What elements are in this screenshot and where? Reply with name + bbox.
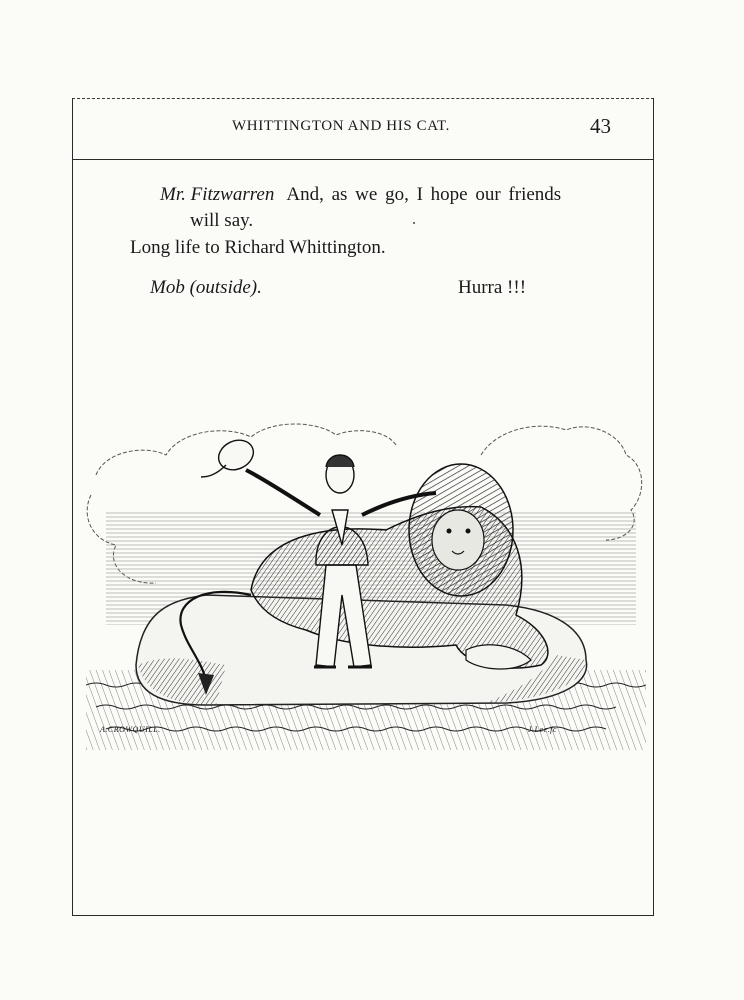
- dialogue-line-3: Long life to Richard Whittington.: [130, 237, 386, 258]
- speech-text: And, as we go, I hope our friends: [286, 184, 562, 205]
- dialogue-line-1: [160, 184, 561, 206]
- ink-speck: [413, 222, 415, 224]
- engraver-signature: J.Lee.fc: [528, 725, 557, 734]
- dialogue-line-2: will say.: [190, 210, 254, 231]
- speaker-name: Mr. Fitzwarren: [160, 184, 275, 205]
- lion-face: [432, 510, 484, 570]
- header-rule: [72, 159, 654, 160]
- running-head: WHITTINGTON AND HIS CAT.: [232, 118, 450, 134]
- artist-signature: A.CROWQUILL.: [100, 725, 161, 734]
- page-number: 43: [590, 114, 611, 138]
- engraving-illustration: [86, 415, 646, 760]
- speaker-name-mob: Mob (outside).: [150, 277, 262, 298]
- speech-text-mob: Hurra !!!: [458, 277, 527, 298]
